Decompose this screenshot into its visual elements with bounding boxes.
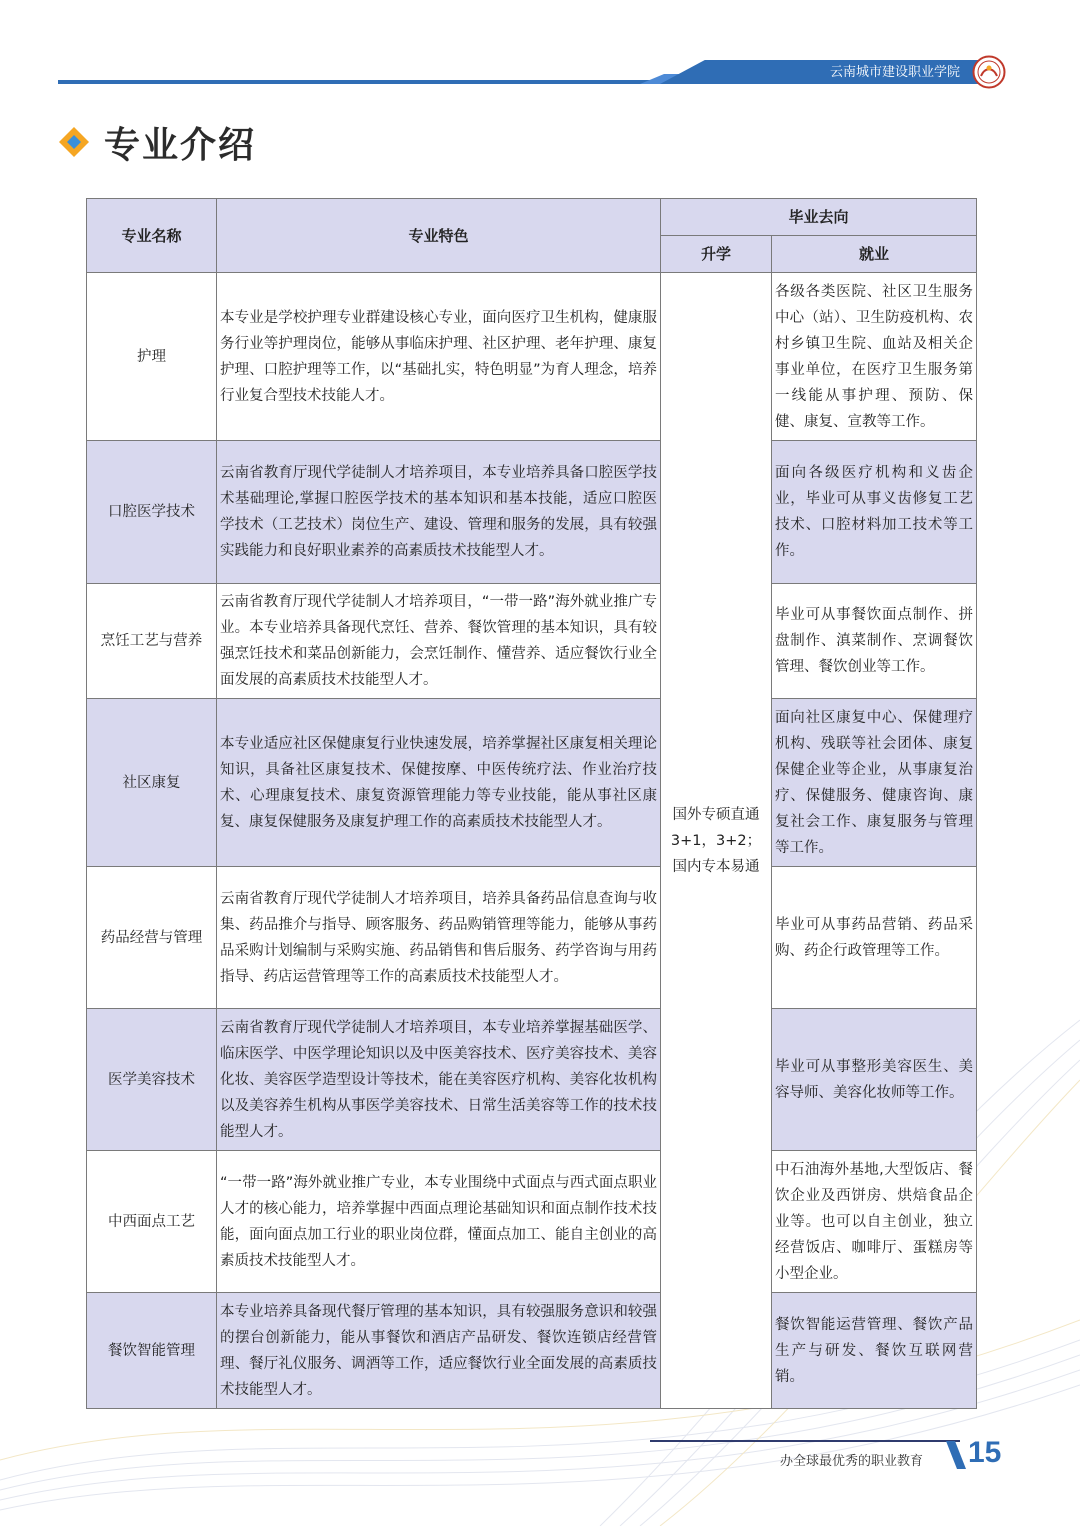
diamond-bullet-icon bbox=[58, 126, 90, 158]
major-name: 医学美容技术 bbox=[87, 1009, 217, 1151]
major-feature: 云南省教育厅现代学徒制人才培养项目，“一带一路”海外就业推广专业。本专业培养具备现代烹饪、营养、餐饮管理的基本知识，具有较强烹饪技术和菜品创新能力，会烹饪制作、懂营养、适应餐饮行业全面发展的高素质技术技能型人才。 bbox=[217, 584, 661, 699]
school-name: 云南城市建设职业学院 bbox=[830, 65, 961, 80]
table-row bbox=[87, 584, 977, 699]
study-path-line: 国内专本易通 bbox=[672, 858, 760, 875]
major-employment: 毕业可从事餐饮面点制作、拼盘制作、滇菜制作、烹调餐饮管理、餐饮创业等工作。 bbox=[772, 584, 977, 699]
school-logo-icon bbox=[972, 55, 1006, 89]
study-path-line: 3+1，3+2； bbox=[670, 832, 762, 849]
major-feature: 本专业是学校护理专业群建设核心专业，面向医疗卫生机构，健康服务行业等护理岗位，能够从事临床护理、社区护理、老年护理、康复护理、口腔护理等工作，以“基础扎实，特色明显”为育人理念，培养行业复合型技术技能人才。 bbox=[217, 273, 661, 441]
major-name: 护理 bbox=[87, 273, 217, 441]
major-feature: 云南省教育厅现代学徒制人才培养项目，培养具备药品信息查询与收集、药品推介与指导、顾客服务、药品购销管理等能力，能够从事药品采购计划编制与采购实施、药品销售和售后服务、药学咨询与用药指导、药店运营管理等工作的高素质技术技能型人才。 bbox=[217, 867, 661, 1009]
major-feature: 本专业培养具备现代餐厅管理的基本知识，具有较强服务意识和较强的摆台创新能力，能从事餐饮和酒店产品研发、餐饮连锁店经营管理、餐厅礼仪服务、调酒等工作，适应餐饮行业全面发展的高素质技术技能型人才。 bbox=[217, 1293, 661, 1409]
major-employment: 毕业可从事整形美容医生、美容导师、美容化妆师等工作。 bbox=[772, 1009, 977, 1151]
major-feature: “一带一路”海外就业推广专业，本专业围绕中式面点与西式面点职业人才的核心能力，培养掌握中西面点理论基础知识和面点制作技术技能，面向面点加工行业的职业岗位群，懂面点加工、能自主创业的高素质技术技能型人才。 bbox=[217, 1151, 661, 1293]
major-name: 药品经营与管理 bbox=[87, 867, 217, 1009]
major-name: 口腔医学技术 bbox=[87, 441, 217, 584]
major-feature: 云南省教育厅现代学徒制人才培养项目，本专业培养具备口腔医学技术基础理论,掌握口腔医学技术的基本知识和基本技能，适应口腔医学技术（工艺技术）岗位生产、建设、管理和服务的发展，具有较强实践能力和良好职业素养的高素质技术技能型人才。 bbox=[217, 441, 661, 584]
major-name: 中西面点工艺 bbox=[87, 1151, 217, 1293]
footer-rule bbox=[650, 1440, 960, 1442]
table-row bbox=[87, 1009, 977, 1151]
header-rule bbox=[58, 80, 678, 84]
header-study: 升学 bbox=[661, 236, 772, 273]
major-employment: 毕业可从事药品营销、药品采购、药企行政管理等工作。 bbox=[772, 867, 977, 1009]
header-major-feature: 专业特色 bbox=[217, 199, 661, 273]
major-name: 社区康复 bbox=[87, 699, 217, 867]
header-destination: 毕业去向 bbox=[661, 199, 977, 236]
table-row bbox=[87, 1293, 977, 1409]
table-row bbox=[87, 699, 977, 867]
major-feature: 本专业适应社区保健康复行业快速发展，培养掌握社区康复相关理论知识，具备社区康复技术、保健按摩、中医传统疗法、作业治疗技术、心理康复技术、康复资源管理能力等专业技能，能从事社区康复、康复保健服务及康复护理工作的高素质技术技能型人才。 bbox=[217, 699, 661, 867]
major-employment: 餐饮智能运营管理、餐饮产品生产与研发、餐饮互联网营销。 bbox=[772, 1293, 977, 1409]
header-major-name: 专业名称 bbox=[87, 199, 217, 273]
header-employment: 就业 bbox=[772, 236, 977, 273]
footer-slogan: 办全球最优秀的职业教育 bbox=[780, 1454, 924, 1469]
majors-table bbox=[86, 198, 977, 1409]
major-name: 餐饮智能管理 bbox=[87, 1293, 217, 1409]
table-row bbox=[87, 273, 977, 441]
major-name: 烹饪工艺与营养 bbox=[87, 584, 217, 699]
major-employment: 面向社区康复中心、保健理疗机构、残联等社会团体、康复保健企业等企业，从事康复治疗、保健服务、健康咨询、康复社会工作、康复服务与管理等工作。 bbox=[772, 699, 977, 867]
study-path-line: 国外专硕直通 bbox=[672, 806, 760, 823]
section-header bbox=[58, 112, 256, 172]
table-row bbox=[87, 1151, 977, 1293]
table-row bbox=[87, 441, 977, 584]
major-employment: 各级各类医院、社区卫生服务中心（站）、卫生防疫机构、农村乡镇卫生院、血站及相关企事业单位，在医疗卫生服务第一线能从事护理、预防、保健、康复、宣教等工作。 bbox=[772, 273, 977, 441]
major-employment: 面向各级医疗机构和义齿企业，毕业可从事义齿修复工艺技术、口腔材料加工技术等工作。 bbox=[772, 441, 977, 584]
major-feature: 云南省教育厅现代学徒制人才培养项目，本专业培养掌握基础医学、临床医学、中医学理论知识以及中医美容技术、医疗美容技术、美容化妆、美容医学造型设计等技术，能在美容医疗机构、美容化妆机构以及美容养生机构从事医学美容技术、日常生活美容等工作的技术技能型人才。 bbox=[217, 1009, 661, 1151]
section-title: 专业介绍 bbox=[104, 124, 257, 166]
major-employment: 中石油海外基地,大型饭店、餐饮企业及西饼房、烘焙食品企业等。也可以自主创业，独立经营饭店、咖啡厅、蛋糕房等小型企业。 bbox=[772, 1151, 977, 1293]
table-row bbox=[87, 867, 977, 1009]
study-path bbox=[661, 273, 772, 1409]
page-number: 15 bbox=[968, 1436, 1002, 1469]
